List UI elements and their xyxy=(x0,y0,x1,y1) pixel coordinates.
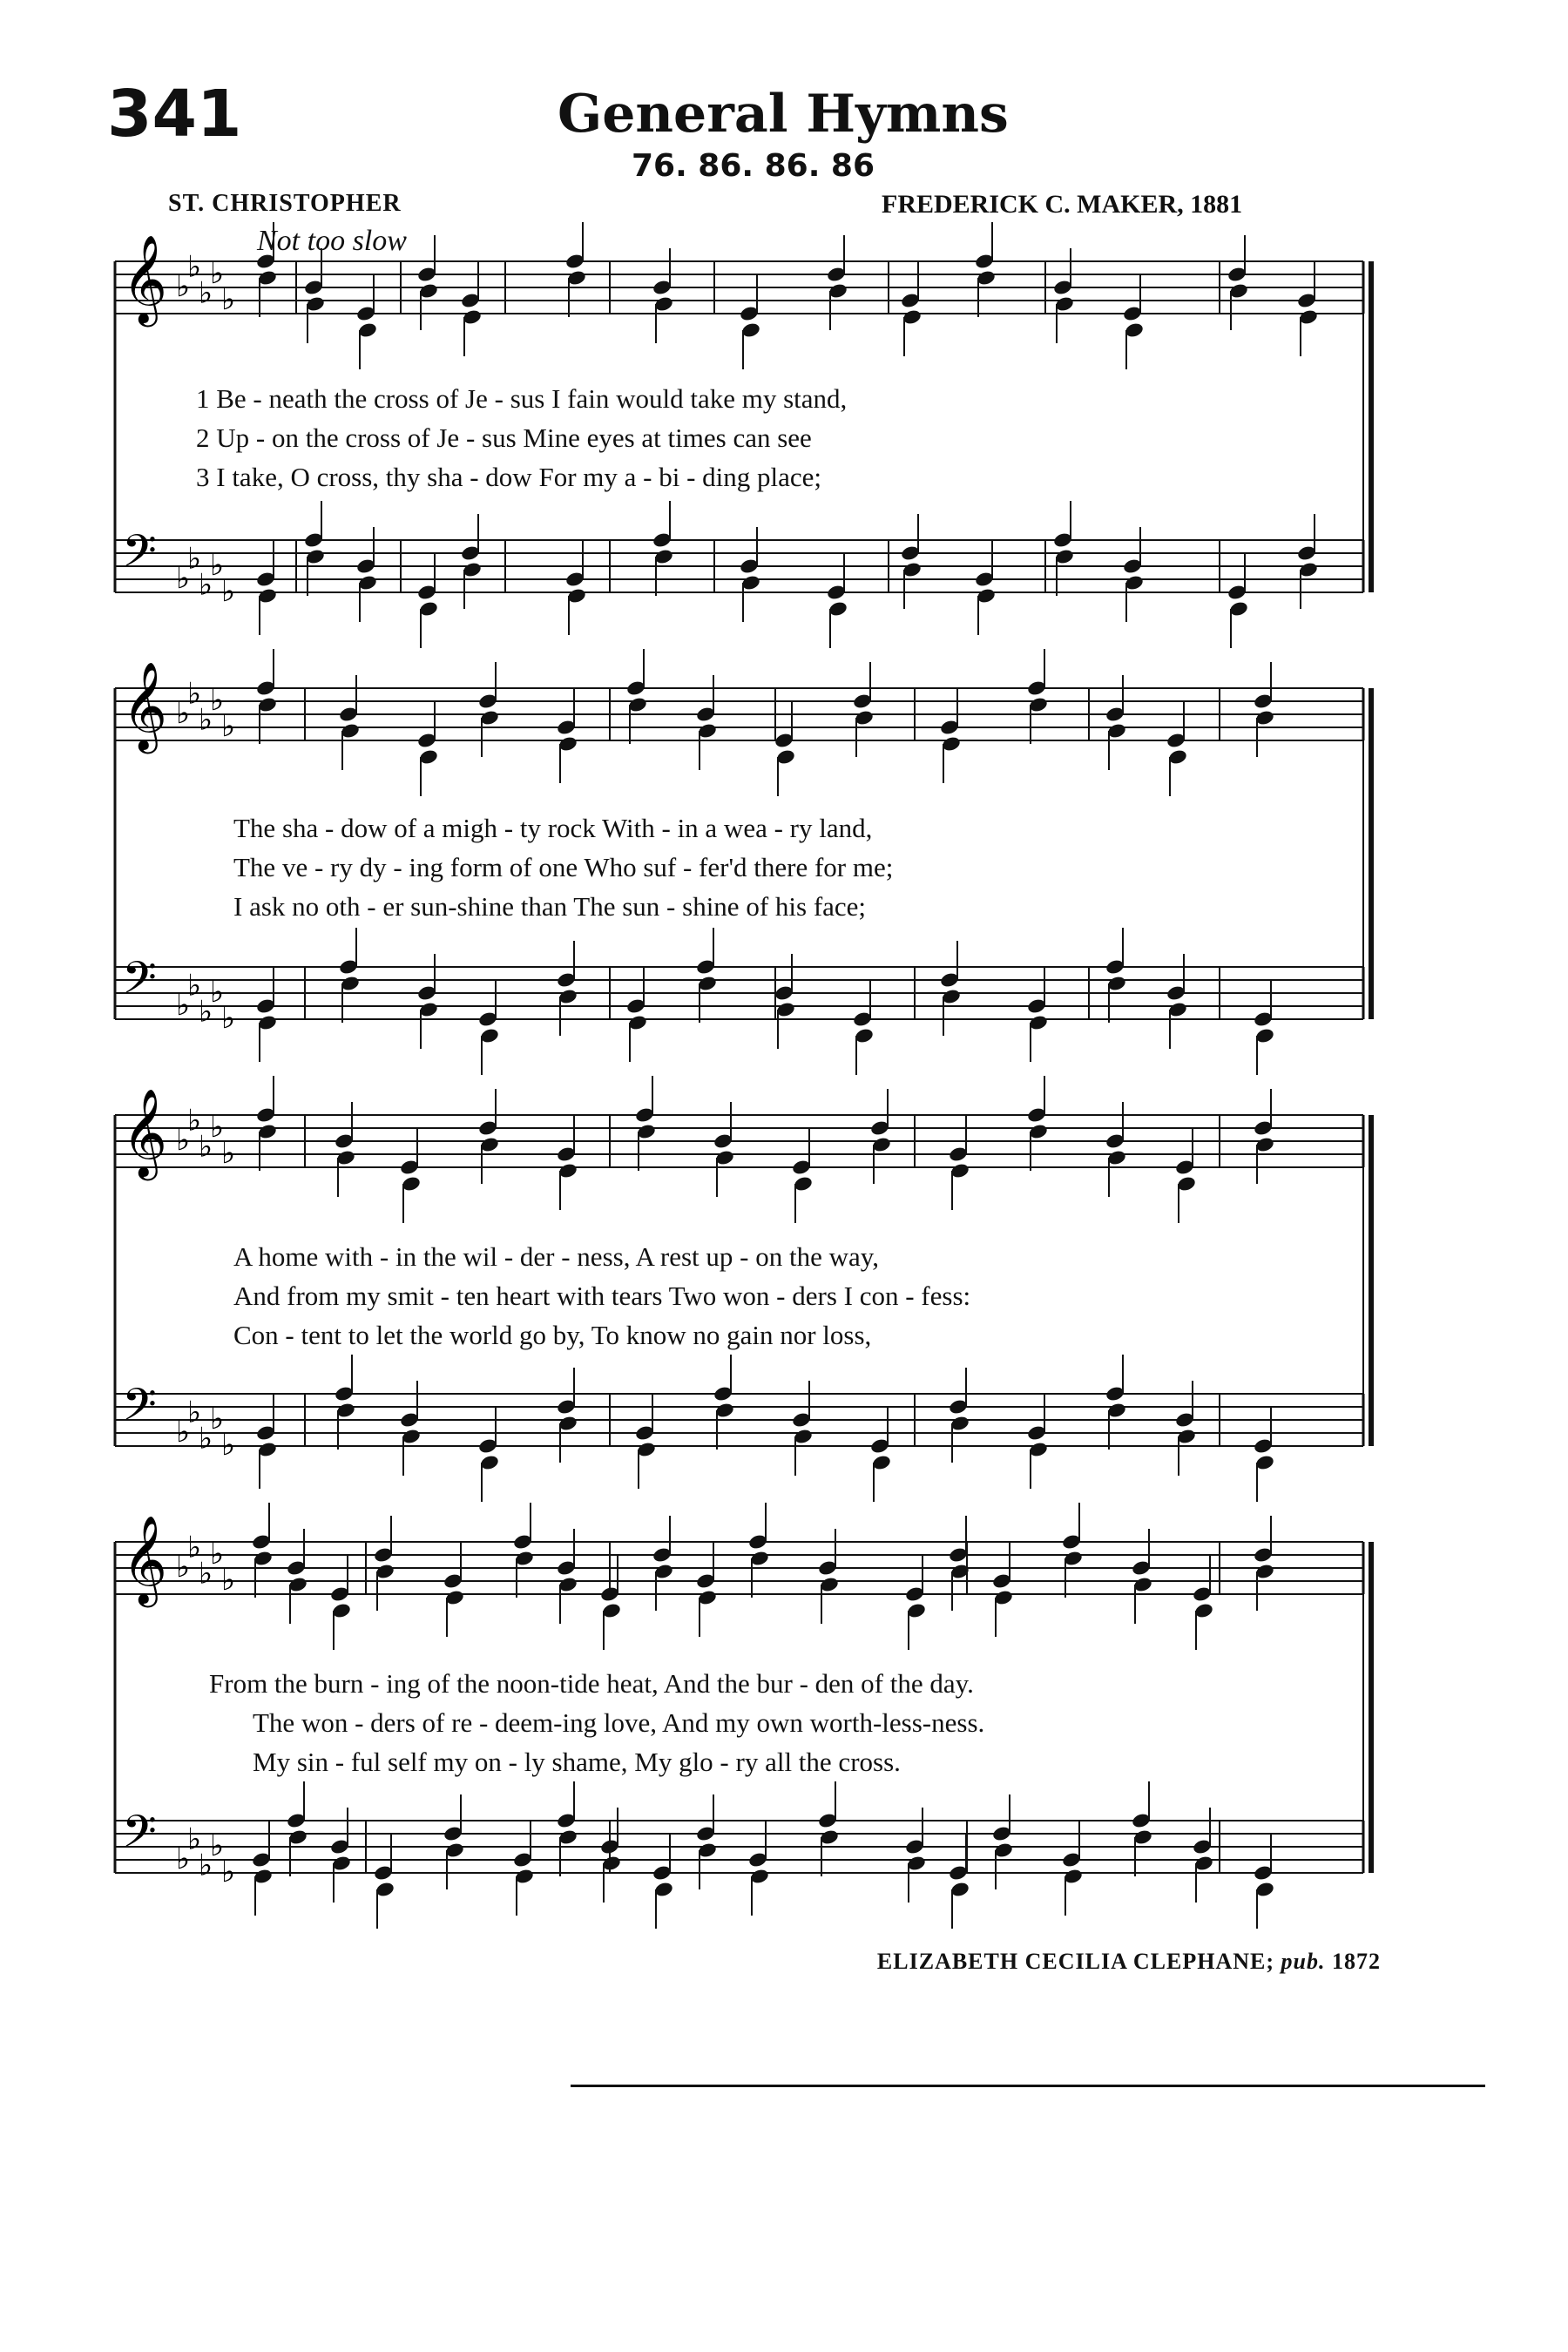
flat-sign-icon: ♭ xyxy=(199,1848,213,1883)
tempo-marking: Not too slow xyxy=(257,225,407,257)
flat-sign-icon: ♭ xyxy=(210,1828,225,1863)
flat-sign-icon: ♭ xyxy=(199,567,213,603)
lyric-line: From the burn - ing of the noon-tide heat, And the bur - den of the day. xyxy=(209,1668,974,1699)
section-title: General Hymns xyxy=(558,84,1009,145)
bass-clef-icon: 𝄢 xyxy=(122,1805,157,1869)
flat-sign-icon: ♭ xyxy=(176,1123,191,1158)
author-year: 1872 xyxy=(1332,1949,1381,1974)
flat-sign-icon: ♭ xyxy=(221,709,236,744)
flat-sign-icon: ♭ xyxy=(210,1110,225,1145)
bass-clef-icon: 𝄢 xyxy=(122,524,157,588)
flat-sign-icon: ♭ xyxy=(221,1855,236,1889)
bass-clef-icon: 𝄢 xyxy=(122,951,157,1015)
flat-sign-icon: ♭ xyxy=(199,994,213,1030)
flat-sign-icon: ♭ xyxy=(210,256,225,291)
flat-sign-icon: ♭ xyxy=(199,1421,213,1456)
flat-sign-icon: ♭ xyxy=(221,1428,236,1463)
flat-sign-icon: ♭ xyxy=(221,1136,236,1171)
meter: 76. 86. 86. 86 xyxy=(632,148,875,184)
final-barline xyxy=(1369,261,1374,592)
author-credit xyxy=(877,1949,1381,1975)
flat-sign-icon: ♭ xyxy=(187,249,202,285)
flat-sign-icon: ♭ xyxy=(176,1842,191,1876)
bass-clef-icon: 𝄢 xyxy=(122,1378,157,1442)
lyric-line: My sin - ful self my on - ly shame, My glo - ry all the cross. xyxy=(253,1747,901,1777)
lyric-line: A home with - in the wil - der - ness, A rest up - on the way, xyxy=(233,1241,880,1272)
hymn-number: 341 xyxy=(107,77,242,152)
lyric-line: 3 I take, O cross, thy sha - dow For my a - bi - ding place; xyxy=(196,462,822,492)
treble-clef-icon: 𝄞 xyxy=(122,1514,168,1604)
treble-clef-icon: 𝄞 xyxy=(122,660,168,750)
flat-sign-icon: ♭ xyxy=(199,702,213,738)
flat-sign-icon: ♭ xyxy=(176,696,191,731)
flat-sign-icon: ♭ xyxy=(221,574,236,609)
flat-sign-icon: ♭ xyxy=(176,988,191,1023)
flat-sign-icon: ♭ xyxy=(187,541,202,577)
flat-sign-icon: ♭ xyxy=(176,1415,191,1450)
flat-sign-icon: ♭ xyxy=(187,1821,202,1857)
lyric-line: 1 Be - neath the cross of Je - sus I fain would take my stand, xyxy=(196,383,848,414)
flat-sign-icon: ♭ xyxy=(187,968,202,1004)
flat-sign-icon: ♭ xyxy=(176,561,191,596)
lyric-line: I ask no oth - er sun-shine than The sun - shine of his face; xyxy=(233,891,867,922)
flat-sign-icon: ♭ xyxy=(187,1395,202,1430)
treble-clef-icon: 𝄞 xyxy=(122,233,168,323)
flat-sign-icon: ♭ xyxy=(221,1001,236,1036)
flat-sign-icon: ♭ xyxy=(210,1537,225,1571)
lyric-line: And from my smit - ten heart with tears Two won - ders I con - fess: xyxy=(233,1281,971,1311)
flat-sign-icon: ♭ xyxy=(221,282,236,317)
flat-sign-icon: ♭ xyxy=(187,1530,202,1565)
lyric-line: The sha - dow of a migh - ty rock With - in a wea - ry land, xyxy=(233,813,873,843)
author-pub-label: pub. xyxy=(1281,1949,1326,1974)
flat-sign-icon: ♭ xyxy=(210,975,225,1010)
lyric-line: Con - tent to let the world go by, To know no gain nor loss, xyxy=(233,1320,872,1350)
flat-sign-icon: ♭ xyxy=(199,1556,213,1592)
final-barline xyxy=(1369,1542,1374,1873)
flat-sign-icon: ♭ xyxy=(210,683,225,718)
flat-sign-icon: ♭ xyxy=(210,1402,225,1436)
flat-sign-icon: ♭ xyxy=(187,1103,202,1139)
flat-sign-icon: ♭ xyxy=(199,1129,213,1165)
tune-name: ST. CHRISTOPHER xyxy=(168,190,402,217)
flat-sign-icon: ♭ xyxy=(210,548,225,583)
composer: FREDERICK C. MAKER, 1881 xyxy=(882,190,1243,219)
flat-sign-icon: ♭ xyxy=(199,275,213,311)
footer-rule xyxy=(571,2085,1485,2087)
flat-sign-icon: ♭ xyxy=(187,676,202,712)
final-barline xyxy=(1369,1115,1374,1446)
flat-sign-icon: ♭ xyxy=(176,269,191,304)
author-name: ELIZABETH CECILIA CLEPHANE; xyxy=(876,1949,1275,1974)
flat-sign-icon: ♭ xyxy=(221,1563,236,1598)
flat-sign-icon: ♭ xyxy=(176,1550,191,1585)
lyric-line: The won - ders of re - deem-ing love, And my own worth-less-ness. xyxy=(253,1707,985,1738)
final-barline xyxy=(1369,688,1374,1019)
lyric-line: The ve - ry dy - ing form of one Who suf - fer'd there for me; xyxy=(233,852,894,882)
treble-clef-icon: 𝄞 xyxy=(122,1087,168,1177)
lyric-line: 2 Up - on the cross of Je - sus Mine eyes at times can see xyxy=(196,422,812,453)
